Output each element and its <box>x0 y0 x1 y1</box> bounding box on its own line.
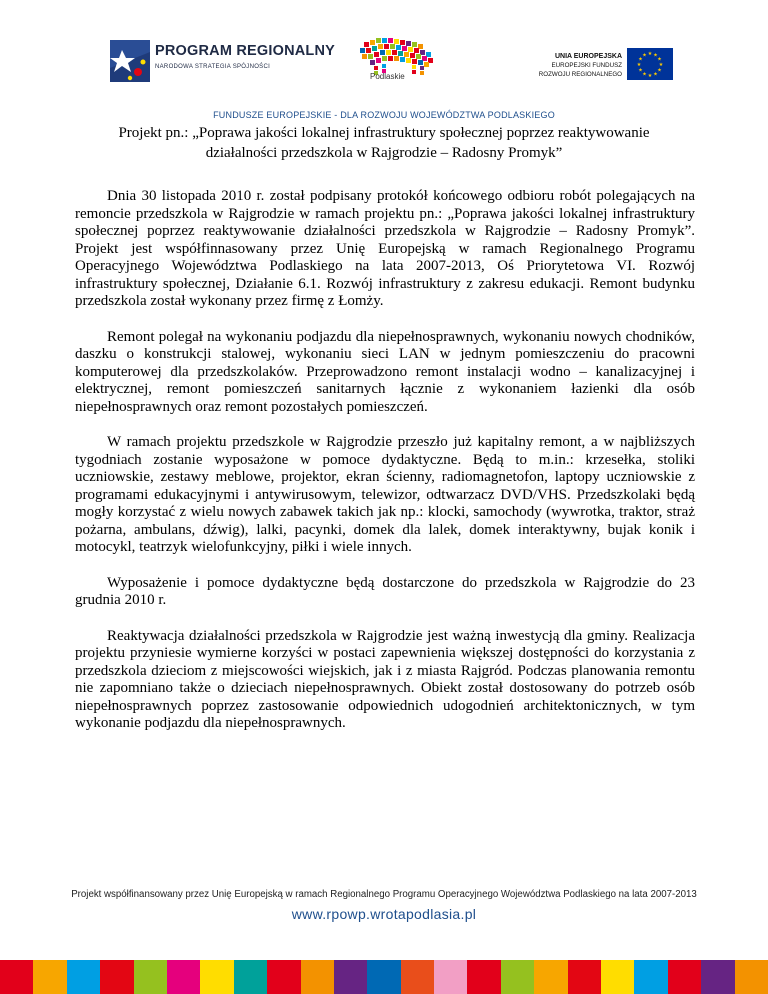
paragraph-2: Remont polegał na wykonaniu podjazdu dla niepełnosprawnych, wykonaniu nowych chodników, daszku o konstrukcji stalowej, wykonaniu sieci LAN w jednym pomieszczeniu do pracowni komputerowej dla przedszkolaków. Przeprowadzono remont instalacji wodno – kanalizacyjnej i elektrycznej, remont pomieszczeń sanitarnych łącznie z wykonaniem łazienki dla osób niepełnosprawnych oraz remont pozostałych pomieszczeń. <box>75 328 695 415</box>
document-header <box>0 0 768 100</box>
color-stripe-segment <box>33 960 66 994</box>
svg-text:★: ★ <box>658 62 664 68</box>
svg-text:★: ★ <box>653 52 658 59</box>
color-stripe-segment <box>200 960 233 994</box>
funds-tagline: FUNDUSZE EUROPEJSKIE - DLA ROZWOJU WOJEWÓDZTWA PODLASKIEGO <box>213 110 555 120</box>
eu-line-1: UNIA EUROPEJSKA <box>554 53 622 60</box>
color-stripe-segment <box>301 960 334 994</box>
color-stripe-segment <box>67 960 100 994</box>
website-link[interactable]: www.rpowp.wrotapodlasia.pl <box>291 906 477 922</box>
color-stripe-segment <box>100 960 133 994</box>
eu-fund-label <box>522 52 622 79</box>
svg-text:★: ★ <box>636 62 642 68</box>
color-stripe-segment <box>234 960 267 994</box>
cofinance-note: Projekt współfinansowany przez Unię Europejską w ramach Regionalnego Programu Operacyjnego Województwa Podlaskiego na lata 2007-2013 <box>71 889 697 900</box>
document-body <box>75 188 695 751</box>
color-stripe-segment <box>701 960 734 994</box>
paragraph-5: Reaktywacja działalności przedszkola w Rajgrodzie jest ważną inwestycją dla gminy. Realizacja projektu przyniesie wymierne korzyści w postaci zapewnienia większej dostępności do korzystania z przedszkola dzieciom z miejscowości wiejskich, jak i z miasta Rajgród. Podczas planowania remontu nie zapomniano także o dzieciach niepełnosprawnych. Obiekt został dostosowany do potrzeb osób niepełnosprawnych poprzez zastosowanie odpowiednich udogodnień architektonicznych, w tym wykonanie podjazdu dla niepełnosprawnych. <box>75 627 695 731</box>
paragraph-3: W ramach projektu przedszkole w Rajgrodzie przeszło już kapitalny remont, a w najbliższych tygodniach zostanie wyposażone w pomoce dydaktyczne. Będą to m.in.: krzesełka, stoliki uczniowskie, zestawy meblowe, projektor, ekran ścienny, radiomagnetofon, laptopy uczniowskie z programami edukacyjnymi i antywirusowym, telewizor, odtwarzacz DVD/VHS. Przedszkolaki będą mogły korzystać z wielu nowych zabawek takich jak np.: klocki, samochody (wywrotka, traktor, straż pożarna, ambulans, dźwig), lalki, pacynki, domek dla lalek, domek interaktywny, bujak konik i motocykl, teatrzyk wielofunkcyjny, piłki i wiele innych. <box>75 434 695 555</box>
project-title <box>70 123 698 163</box>
svg-text:★: ★ <box>638 56 643 63</box>
svg-text:★: ★ <box>642 52 647 59</box>
program-title: PROGRAM REGIONALNY <box>155 43 336 59</box>
eu-line-2: EUROPEJSKI FUNDUSZ <box>551 62 622 69</box>
color-stripe-segment <box>134 960 167 994</box>
eu-line-3: ROZWOJU REGIONALNEGO <box>538 71 622 78</box>
svg-text:★: ★ <box>657 56 662 63</box>
svg-text:★: ★ <box>647 73 653 79</box>
program-subtitle: NARODOWA STRATEGIA SPÓJNOŚCI <box>155 64 271 70</box>
color-stripe-segment <box>167 960 200 994</box>
svg-text:★: ★ <box>647 51 653 57</box>
svg-text:★: ★ <box>653 71 658 78</box>
color-stripe-segment <box>334 960 367 994</box>
color-stripe-segment <box>668 960 701 994</box>
color-stripe-segment <box>434 960 467 994</box>
color-stripe-segment <box>735 960 768 994</box>
podlaskie-label: Podlaskie <box>370 72 405 81</box>
paragraph-1: Dnia 30 listopada 2010 r. został podpisany protokół końcowego odbioru robót polegających na remoncie przedszkola w Rajgrodzie w ramach projektu pn.: „Poprawa jakości lokalnej infrastruktury społecznej poprzez reaktywowanie działalności przedszkola w Rajgrodzie – Radosny Promyk”. Projekt jest współfinnasowany przez Unię Europejską w ramach Regionalnego Programu Operacyjnego Województwa Podlaskiego na lata 2007-2013, Oś Priorytetowa VI. Rozwój infrastruktury społecznej, Działanie 6.1. Rozwój infrastruktury z zakresu edukacji. Remont budynku przedszkola został wykonany przez firmę z Łomży. <box>75 188 695 309</box>
eu-flag-icon <box>627 48 673 80</box>
color-stripe-segment <box>568 960 601 994</box>
color-stripe-segment <box>367 960 400 994</box>
program-regionalny-logo <box>108 38 336 86</box>
color-stripe-segment <box>401 960 434 994</box>
color-stripe-segment <box>601 960 634 994</box>
color-stripe-segment <box>467 960 500 994</box>
color-stripe-segment <box>267 960 300 994</box>
color-stripe-bar <box>0 960 768 994</box>
color-stripe-segment <box>634 960 667 994</box>
color-stripe-segment <box>534 960 567 994</box>
svg-text:★: ★ <box>638 67 643 74</box>
project-title-line-1: Projekt pn.: „Poprawa jakości lokalnej infrastruktury społecznej poprzez reaktywowanie <box>118 125 650 141</box>
paragraph-4: Wyposażenie i pomoce dydaktyczne będą dostarczone do przedszkola w Rajgrodzie do 23 grudnia 2010 r. <box>75 574 695 608</box>
color-stripe-segment <box>0 960 33 994</box>
svg-text:★: ★ <box>642 71 647 78</box>
program-regionalny-emblem-icon <box>108 38 152 84</box>
color-stripe-segment <box>501 960 534 994</box>
svg-text:★: ★ <box>657 67 662 74</box>
project-title-line-2: działalności przedszkola w Rajgrodzie – Radosny Promyk” <box>205 145 563 161</box>
